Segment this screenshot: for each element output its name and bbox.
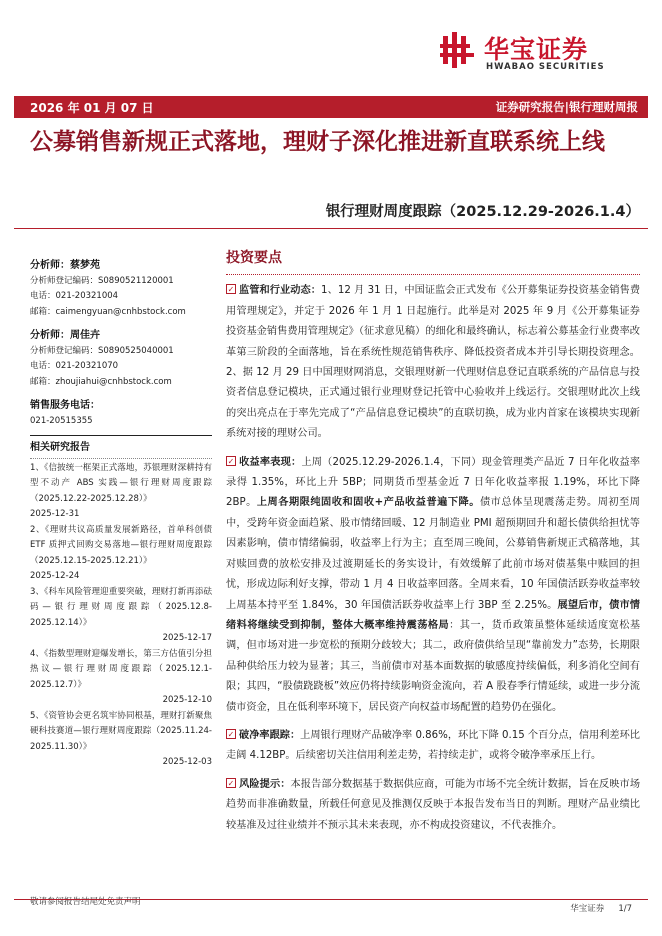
hwabao-logo-icon — [440, 32, 476, 68]
title-divider — [14, 228, 648, 229]
analyst-phone: 电话：021-20321070 — [30, 361, 119, 371]
analyst-label: 分析师： — [30, 260, 70, 271]
related-report-date: 2025-12-24 — [30, 571, 80, 581]
report-date: 2026 年 01 月 07 日 — [30, 101, 154, 115]
analyst-label: 分析师： — [30, 330, 70, 341]
paragraph-lead: 破净率跟踪： — [239, 729, 301, 741]
report-title: 公募销售新规正式落地，理财子深化推进新直联系统上线 — [30, 129, 605, 155]
paragraph-lead: 风险提示： — [239, 778, 291, 790]
paragraph-risk — [226, 775, 640, 836]
paragraph-text: ：其一，货币政策虽整体延续适度宽松基调，但市场对进一步宽松的预期分歧较大；其二，政府债供给呈现“靠前发力”态势，长期限品种供给压力较为显著；其三，当前债市对基本面数据的敏感度持续偏低，利多消化空间有限；其四，“股债跷跷板”效应仍将持续影响资金流向，若 A 股春季行情延续，或进一步分流债市资金，且在低利率环境下，居民资产向权益市场配置的趋势仍在强化。 — [226, 619, 641, 713]
related-divider — [30, 458, 212, 459]
report-subtitle: 银行理财周度跟踪（2025.12.29-2026.1.4） — [325, 204, 640, 220]
paragraph-text: 上周银行理财产品破净率 0.86%，环比下降 0.15 个百分点，信用利差环比走阔 4.12BP。后续密切关注信用利差走势，若持续走扩，或将令破净率承压上行。 — [226, 729, 640, 762]
section-title: 投资要点 — [226, 250, 282, 266]
footer-divider — [14, 899, 648, 900]
footer-right — [556, 902, 632, 914]
paragraph-text: 债市总体呈现震荡走势。周初至周中，受跨年资金面趋紧、股市情绪回暖、12 月制造业 PMI 超预期回升和超长债供给担忧等因素影响，债市情绪偏弱，收益率上行为主；直至周三晚间，公募销售新规正式稿落地，其对赎回费的放松安排及过渡期延长的务实设计，有效缓解了此前市场对债基集中赎回的担忧，形成边际利好支撑，带动 1 月 4 日收益率回落。全周来看，10 年国债活跃券收益率较上周基本持平至 1.84%，30 年国债活跃券收益率上行 3BP 至 2.25%。 — [226, 497, 640, 611]
brand-name-en: HWABAO SECURITIES — [486, 62, 605, 72]
related-report-link[interactable]: 5、《资管协会更名筑牢协同根基，理财打新聚焦硬科技赛道—银行理财周度跟踪（2025.11.24-2025.11.30）》 — [30, 710, 212, 752]
paragraph-yield — [226, 453, 640, 718]
related-report-date: 2025-12-03 — [162, 757, 212, 767]
analyst-email[interactable]: 邮箱：zhoujiahui@cnhbstock.com — [30, 376, 172, 387]
bullet-icon: ✓ — [227, 778, 235, 788]
sales-phone: 021-20515355 — [30, 415, 93, 426]
related-report-link[interactable]: 1、《信披统一框架正式落地，苏银理财深耕持有型不动产 ABS 实践—银行理财周度跟踪（2025.12.22-2025.12.28）》 — [30, 462, 212, 504]
analyst-2 — [30, 328, 212, 390]
bullet-icon: ✓ — [227, 285, 235, 295]
paragraph-breakeven — [226, 726, 640, 767]
analyst-cert: 分析师登记编码：S0890525040001 — [30, 345, 174, 356]
related-heading: 相关研究报告 — [30, 442, 90, 453]
sidebar — [30, 258, 212, 771]
related-report-date: 2025-12-17 — [162, 633, 212, 643]
paragraph-lead: 收益率表现： — [239, 456, 302, 468]
sales-label: 销售服务电话： — [30, 400, 100, 411]
footer-disclaimer: 敬请参阅报告结尾处免责声明 — [30, 897, 141, 907]
page-number: 1/7 — [618, 904, 632, 914]
brand-name-cn: 华宝证券 — [484, 35, 589, 64]
brand-logo — [440, 30, 640, 78]
analyst-name: 周佳卉 — [70, 330, 100, 341]
paragraph-highlight: 展望后市，债市情绪料将继续受到抑制，整体大概率维持震荡格局 — [226, 599, 640, 631]
header-bar — [14, 96, 648, 118]
report-type: 证券研究报告|银行理财周报 — [495, 100, 638, 114]
main-content — [226, 248, 640, 844]
paragraph-regulatory — [226, 281, 640, 444]
related-report-link[interactable]: 2、《理财共议高质量发展新路径，首单科创债 ETF 质押式回购交易落地—银行理财周度跟踪（2025.12.15-2025.12.21）》 — [30, 524, 212, 566]
paragraph-highlight: 上周各期限纯固收和固收+产品收益普遍下降。 — [256, 497, 480, 509]
paragraph-text: 1、12 月 31 日，中国证监会正式发布《公开募集证券投资基金销售费用管理规定》，并定于 2026 年 1 月 1 日起施行。此举是对 2025 年 9 月《公开募集证券投资基金销售费用管理规定》（征求意见稿）的细化和最终确认，标志着公募基金行业费率改革第三阶段的全面落地，旨在系统性规范销售秩序、降低投资者成本并引导长期投资理念。2、据 12 月 29 日中国理财网消息，交银理财新一代理财信息登记直联系统的产品信息与投资者信息登记模块，正式通过银行业理财登记托管中心验收并上线运行。交银理财此次上线的突出亮点在于率先完成了“产品信息登记模块”的直联切换，成为业内首家在该模块实现新系统对接的理财公司。 — [226, 285, 641, 440]
analyst-name: 蔡梦苑 — [70, 260, 100, 271]
paragraph-text: 本报告部分数据基于数据供应商，可能为市场不完全统计数据，旨在反映市场趋势而非准确数量，所载任何意见及推测仅反映于本报告发布当日的判断。理财产品业绩比较基准及过往业绩并不预示其未来表现，亦不构成投资建议，不代表推介。 — [226, 778, 641, 831]
related-report-link[interactable]: 3、《科车风险管理迎重要突破，理财打新再添砝码—银行理财周度跟踪（2025.12.8-2025.12.14）》 — [30, 586, 212, 628]
analyst-cert: 分析师登记编码：S0890521120001 — [30, 275, 174, 286]
analyst-phone: 电话：021-20321004 — [30, 291, 119, 301]
related-report-date: 2025-12-10 — [162, 695, 212, 705]
sidebar-divider — [30, 435, 212, 436]
bullet-icon: ✓ — [227, 456, 235, 466]
analyst-1 — [30, 258, 212, 320]
paragraph-text: 上周（2025.12.29-2026.1.4，下同）现金管理类产品近 7 日年化收益率录得 1.35%，环比上升 5BP；同期货币型基金近 7 日年化收益率报 1.19%，环比下降 2BP。 — [226, 456, 641, 509]
paragraph-lead: 监管和行业动态： — [239, 285, 322, 297]
section-divider — [226, 274, 640, 275]
related-report-link[interactable]: 4、《指数型理财迎爆发增长，第三方估值引分担热议—银行理财周度跟踪（2025.12.1-2025.12.7）》 — [30, 648, 212, 690]
analyst-email[interactable]: 邮箱：caimengyuan@cnhbstock.com — [30, 306, 186, 317]
footer-brand: 华宝证券 — [570, 904, 605, 914]
related-report-date: 2025-12-31 — [30, 509, 80, 519]
bullet-icon: ✓ — [227, 729, 235, 739]
